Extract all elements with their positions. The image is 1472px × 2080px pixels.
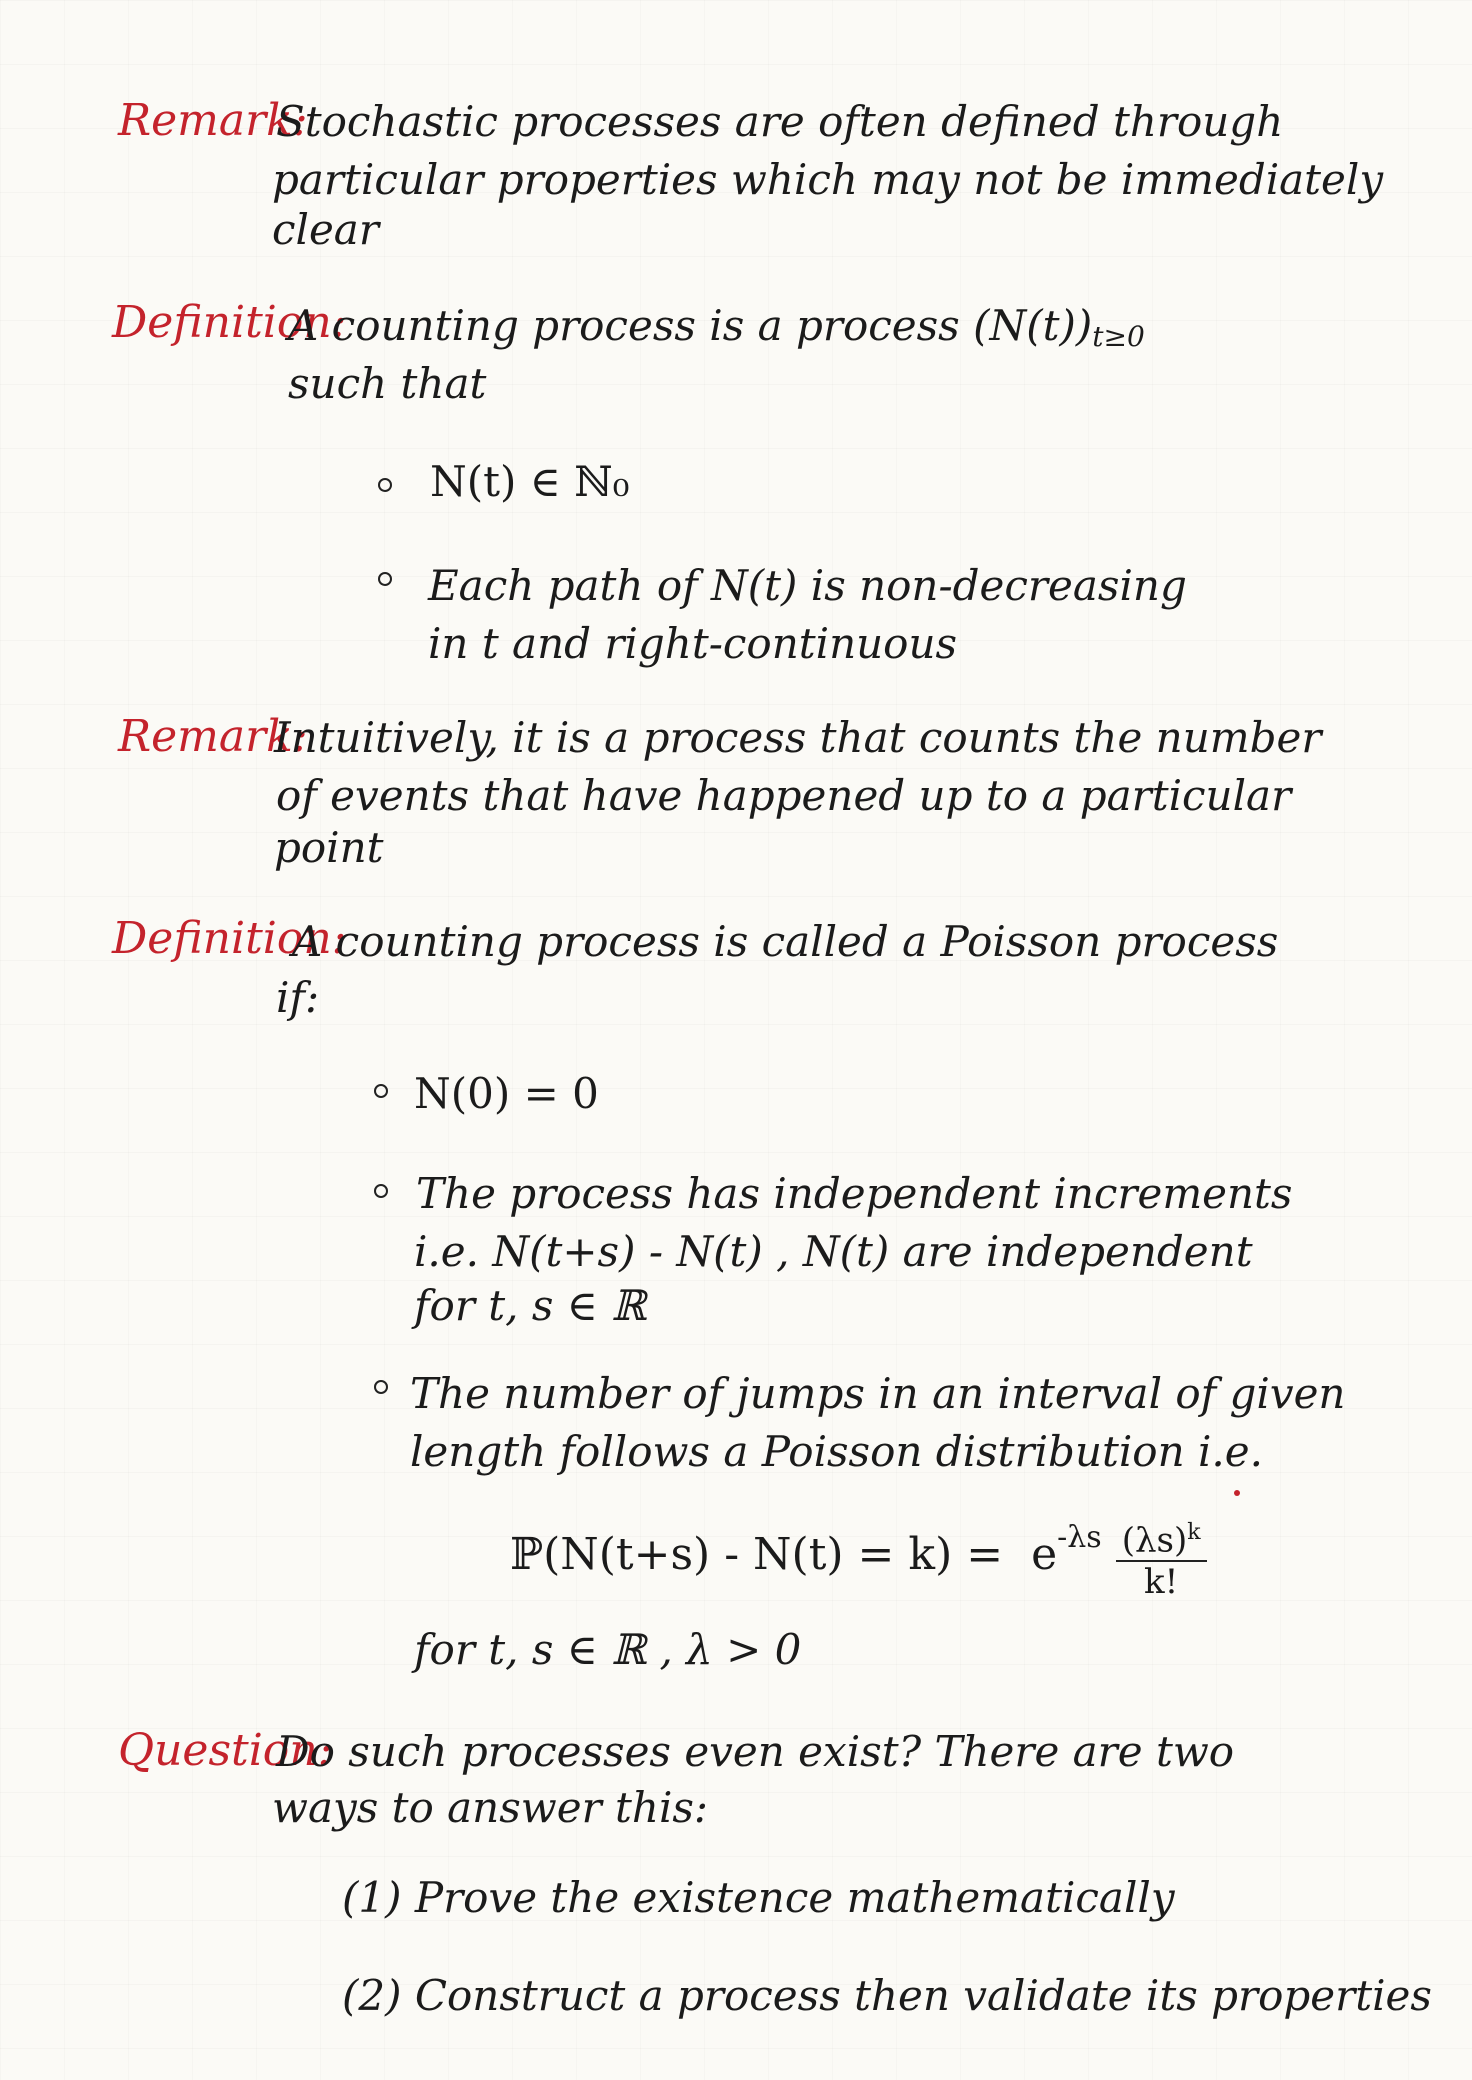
- definition-2-bullet-2-line-1: The process has independent increments: [416, 1169, 1293, 1218]
- definition-2-bullet-3-line-2: length follows a Poisson distribution i.e.: [410, 1427, 1263, 1476]
- remark-1-line-3: clear: [272, 205, 379, 254]
- question-item-1: (1) Prove the existence mathematically: [342, 1873, 1175, 1922]
- definition-2-bullet-2-line-3: for t, s ∈ ℝ: [414, 1281, 647, 1330]
- question-item-2: (2) Construct a process then validate its properties: [342, 1971, 1432, 2020]
- bullet-icon: [374, 1084, 388, 1098]
- remark-2-label: Remark:: [118, 711, 308, 762]
- definition-1-text: A counting process is a process (N(t)): [288, 301, 1093, 350]
- definition-2-label: Definition:: [112, 913, 347, 964]
- definition-2-bullet-3-line-1: The number of jumps in an interval of given: [410, 1369, 1346, 1418]
- definition-2-line-1: A counting process is called a Poisson process: [292, 917, 1279, 966]
- question-line-2: ways to answer this:: [272, 1783, 709, 1832]
- definition-1-bullet-2-line-1: Each path of N(t) is non-decreasing: [428, 561, 1187, 610]
- question-label: Question:: [118, 1725, 333, 1776]
- definition-1-subscript: t≥0: [1092, 320, 1145, 353]
- formula-numerator-base: (λs): [1121, 1520, 1188, 1561]
- formula-exponent: -λs: [1057, 1520, 1102, 1555]
- definition-2-bullet-1: N(0) = 0: [414, 1069, 599, 1118]
- remark-2-line-3: point: [274, 823, 384, 872]
- definition-1-bullet-1: N(t) ∈ ℕ₀: [430, 457, 630, 506]
- poisson-formula: [510, 1508, 1207, 1602]
- definition-1-label: Definition:: [112, 297, 347, 348]
- formula-numerator: [1116, 1513, 1207, 1562]
- formula-numerator-exponent: k: [1187, 1519, 1201, 1545]
- bullet-icon: [378, 478, 392, 492]
- formula-denominator: k!: [1143, 1562, 1179, 1603]
- remark-2-line-2: of events that have happened up to a particular: [276, 771, 1292, 820]
- definition-2-condition: for t, s ∈ ℝ , λ > 0: [414, 1625, 802, 1674]
- ink-dot: [1234, 1490, 1240, 1496]
- bullet-icon: [374, 1184, 388, 1198]
- bullet-icon: [374, 1380, 388, 1394]
- definition-1-line-2: such that: [288, 359, 487, 408]
- remark-1-label: Remark:: [118, 95, 308, 146]
- definition-2-line-2: if:: [276, 973, 320, 1022]
- definition-1-bullet-2-line-2: in t and right-continuous: [428, 619, 958, 668]
- formula-fraction: [1116, 1513, 1207, 1602]
- formula-lhs: ℙ(N(t+s) - N(t) = k) =: [510, 1529, 1004, 1580]
- definition-2-bullet-2-line-2: i.e. N(t+s) - N(t) , N(t) are independent: [414, 1227, 1253, 1276]
- remark-1-line-2: particular properties which may not be immediately: [272, 155, 1384, 204]
- question-line-1: Do such processes even exist? There are two: [276, 1727, 1235, 1776]
- bullet-icon: [378, 572, 392, 586]
- formula-base: e: [1031, 1529, 1058, 1580]
- remark-2-line-1: Intuitively, it is a process that counts the number: [274, 713, 1322, 762]
- remark-1-line-1: Stochastic processes are often defined through: [276, 97, 1284, 146]
